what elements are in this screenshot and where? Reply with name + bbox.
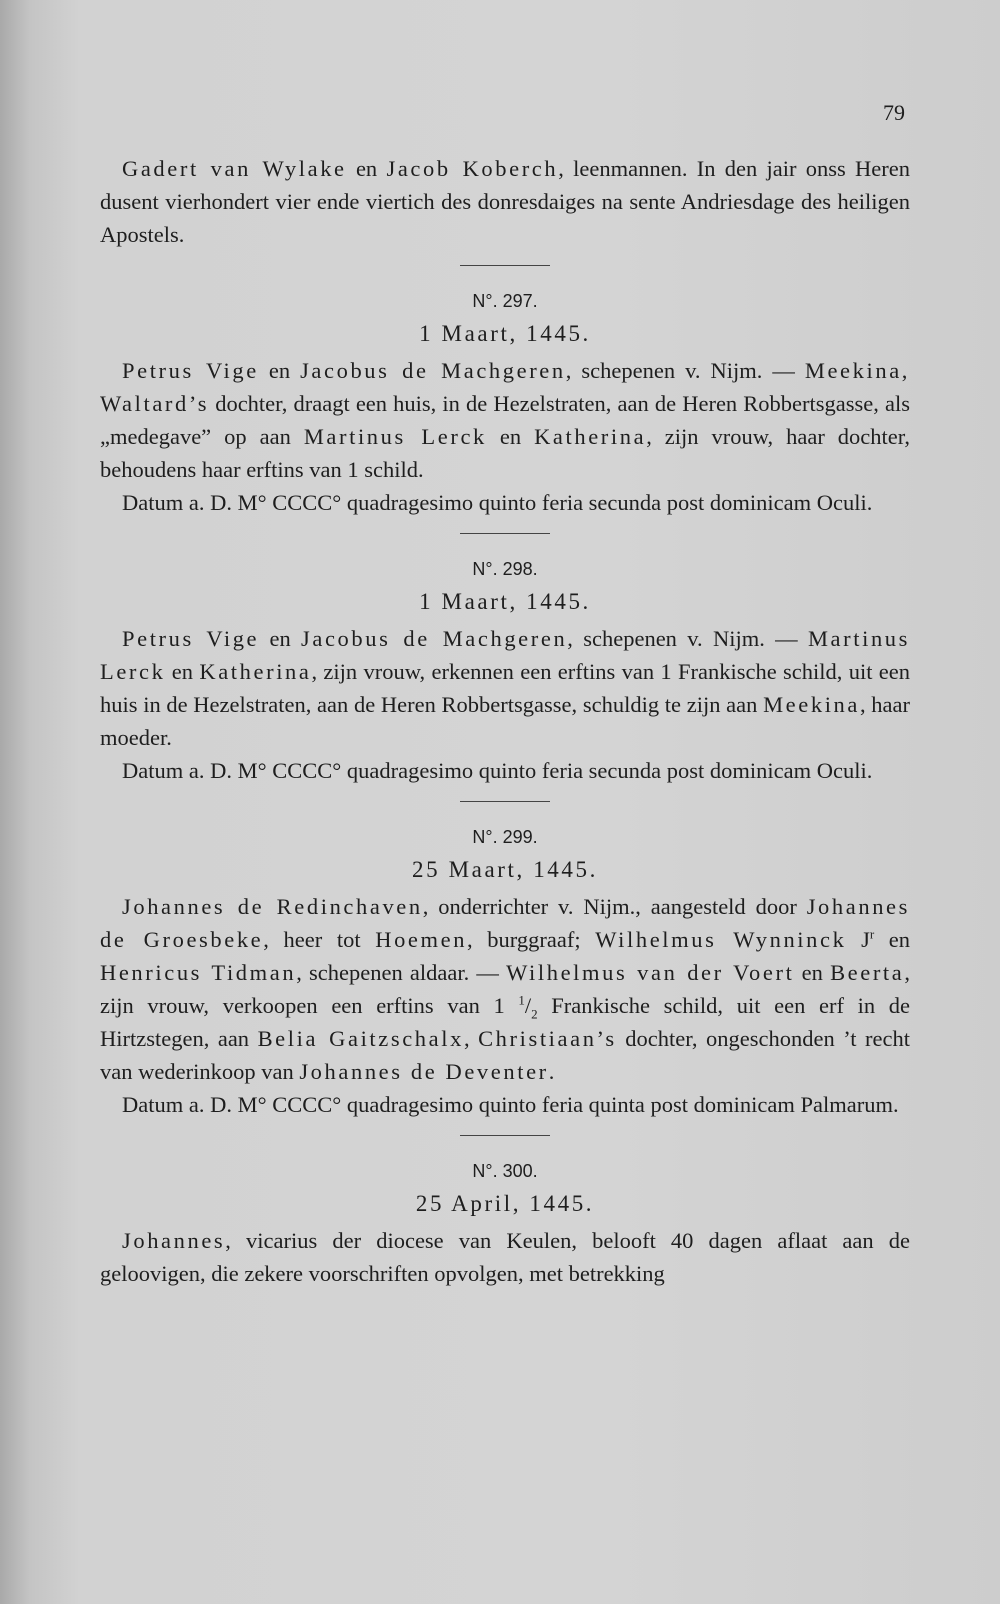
entry-datum: Datum a. D. M° CCCC° quadragesimo quinto feria quinta post dominicam Palmarum. [122, 1092, 899, 1117]
entry-number: N°. 298. [472, 559, 538, 579]
entry-date: 25 Maart, 1445. [412, 857, 598, 882]
divider [460, 533, 550, 534]
entry-number: N°. 297. [472, 291, 538, 311]
entry-text: Johannes, vicarius der diocese van Keulen, belooft 40 dagen aflaat aan de geloovigen, die zekere voorschriften opvolgen, met betrekking [100, 1228, 910, 1286]
divider [460, 801, 550, 802]
entry-number: N°. 300. [472, 1161, 538, 1181]
page-number: 79 [883, 100, 905, 125]
document-body [100, 152, 910, 1290]
entry-datum: Datum a. D. M° CCCC° quadragesimo quinto feria secunda post dominicam Oculi. [122, 758, 873, 783]
intro-paragraph: Gadert van Wylake en Jacob Koberch, leenmannen. In den jair onss Heren dusent vierhondert vier ende viertich des donresdaiges na sente Andriesdage des heiligen Apostels. [100, 156, 911, 247]
entry-datum: Datum a. D. M° CCCC° quadragesimo quinto feria secunda post dominicam Oculi. [122, 490, 873, 515]
entry-text: Petrus Vige en Jacobus de Machgeren, schepenen v. Nijm. — Meekina, Waltard’s dochter, draagt een huis, in de Hezelstraten, aan de Heren Robbertsgasse, als „medegave” op aan Martinus Lerck en Katherina, zijn vrouw, haar dochter, behoudens haar erftins van 1 schild. [100, 358, 911, 482]
entry-number: N°. 299. [472, 827, 538, 847]
divider [460, 265, 550, 266]
entry-text: Johannes de Redinchaven, onderrichter v. Nijm., aangesteld door Johannes de Groesbeke, heer tot Hoemen, burggraaf; Wilhelmus Wynninck $J^r$ en Henricus Tidman, schepenen aldaar. — Wilhelmus van der Voert en Beerta, zijn vrouw, verkoopen een erftins van 1 $^1/_2$ Frankische schild, uit een erf in de Hirtzstegen, aan Belia Gaitzschalx, Christiaan’s dochter, ongeschonden ’t recht van wederinkoop van Johannes de Deventer. [100, 894, 911, 1084]
divider [460, 1135, 550, 1136]
entry-text: Petrus Vige en Jacobus de Machgeren, schepenen v. Nijm. — Martinus Lerck en Katherina, zijn vrouw, erkennen een erftins van 1 Frankische schild, uit een huis in de Hezelstraten, aan de Heren Robbertsgasse, schuldig te zijn aan Meekina, haar moeder. [100, 626, 911, 750]
entry-date: 25 April, 1445. [415, 1191, 595, 1216]
entry-date: 1 Maart, 1445. [419, 321, 591, 346]
entry-date: 1 Maart, 1445. [419, 589, 591, 614]
